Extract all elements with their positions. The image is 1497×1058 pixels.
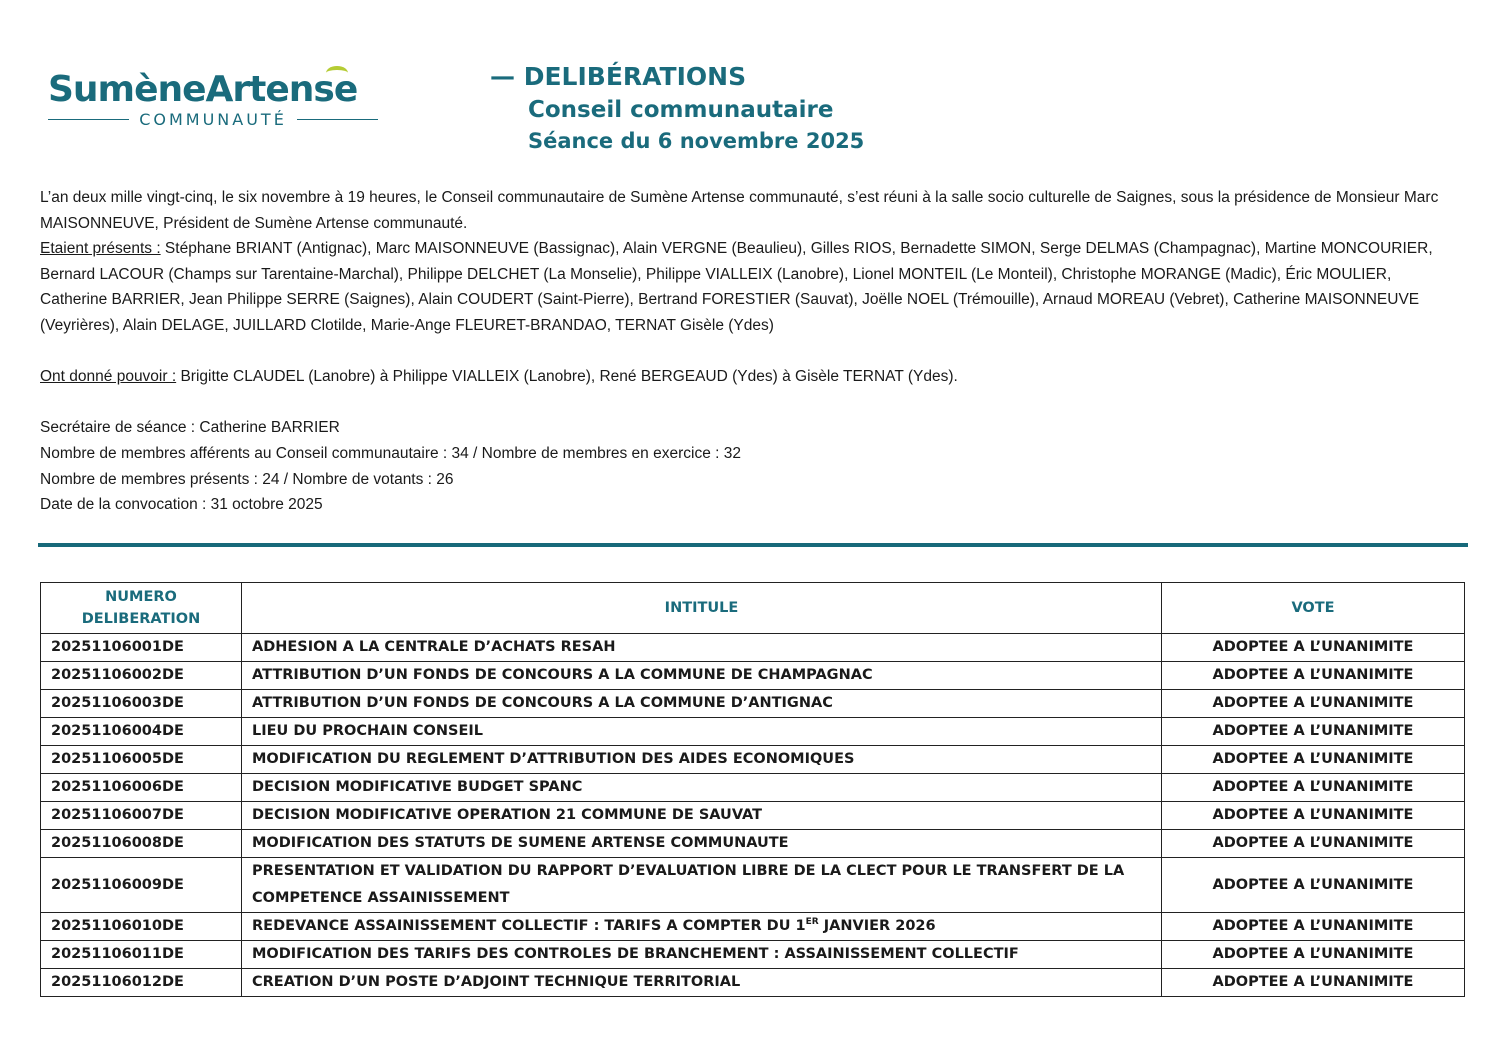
proxy-label: Ont donné pouvoir : xyxy=(40,368,177,386)
convocation-line: Date de la convocation : 31 octobre 2025 xyxy=(40,496,323,514)
session-date: Séance du 6 novembre 2025 xyxy=(528,129,865,153)
row-vote: ADOPTEE A L’UNANIMITE xyxy=(1162,718,1465,746)
row-title: ADHESION A LA CENTRALE D’ACHATS RESAH xyxy=(242,634,1162,662)
row-title: LIEU DU PROCHAIN CONSEIL xyxy=(242,718,1162,746)
logo-arc-icon xyxy=(326,66,348,80)
table-row xyxy=(41,858,1465,913)
present-list: Stéphane BRIANT (Antignac), Marc MAISONNEUVE (Bassignac), Alain VERGNE (Beaulieu), Gilles RIOS, Bernadette SIMON, Serge DELMAS (Champagnac), Martine MONCOURIER, Bernard LACOUR (Champs sur Tarentaine-Marchal), Philippe DELCHET (La Monselie), Philippe VIALLEIX (Lanobre), Lionel MONTEIL (Le Monteil), Christophe MORANGE (Madic), Éric MOULIER, Catherine BARRIER, Jean Philippe SERRE (Saignes), Alain COUDERT (Saint-Pierre), Bertrand FORESTIER (Sauvat), Joëlle NOEL (Trémouille), Arnaud MOREAU (Vebret), Catherine MAISONNEUVE (Veyrières), Alain DELAGE, JUILLARD Clotilde, Marie-Ange FLEURET-BRANDAO, TERNAT Gisèle (Ydes) xyxy=(40,240,1433,334)
intro-section xyxy=(40,185,1460,518)
row-vote: ADOPTEE A L’UNANIMITE xyxy=(1162,774,1465,802)
row-vote: ADOPTEE A L’UNANIMITE xyxy=(1162,690,1465,718)
proxy-paragraph xyxy=(40,364,1460,390)
table-row xyxy=(41,969,1465,997)
document-subtitle: Conseil communautaire xyxy=(528,97,834,123)
row-vote: ADOPTEE A L’UNANIMITE xyxy=(1162,830,1465,858)
row-title: DECISION MODIFICATIVE OPERATION 21 COMMUNE DE SAUVAT xyxy=(242,802,1162,830)
present-paragraph xyxy=(40,236,1460,338)
table-row xyxy=(41,746,1465,774)
row-vote: ADOPTEE A L’UNANIMITE xyxy=(1162,634,1465,662)
logo-sub-row xyxy=(48,110,378,129)
intro-paragraph: L’an deux mille vingt-cinq, le six novembre à 19 heures, le Conseil communautaire de Sumène Artense communauté, s’est réuni à la salle socio culturelle de Saignes, sous la présidence de Monsieur Marc MAISONNEUVE, Président de Sumène Artense communauté. xyxy=(40,189,1439,232)
row-title: ATTRIBUTION D’UN FONDS DE CONCOURS A LA COMMUNE D’ANTIGNAC xyxy=(242,690,1162,718)
header-number: NUMERO DELIBERATION xyxy=(41,583,242,634)
secretary-line: Secrétaire de séance : Catherine BARRIER xyxy=(40,419,340,437)
row-number: 20251106003DE xyxy=(41,690,242,718)
row-title: REDEVANCE ASSAINISSEMENT COLLECTIF : TARIFS A COMPTER DU 1ER JANVIER 2026 xyxy=(242,913,1162,941)
row-vote: ADOPTEE A L’UNANIMITE xyxy=(1162,913,1465,941)
row-title: ATTRIBUTION D’UN FONDS DE CONCOURS A LA COMMUNE DE CHAMPAGNAC xyxy=(242,662,1162,690)
row-number: 20251106007DE xyxy=(41,802,242,830)
row-title: MODIFICATION DES TARIFS DES CONTROLES DE BRANCHEMENT : ASSAINISSEMENT COLLECTIF xyxy=(242,941,1162,969)
row-vote: ADOPTEE A L’UNANIMITE xyxy=(1162,746,1465,774)
members-line: Nombre de membres afférents au Conseil communautaire : 34 / Nombre de membres en exercice : 32 xyxy=(40,444,741,462)
row-number: 20251106011DE xyxy=(41,941,242,969)
document-heading xyxy=(490,60,864,156)
row-number: 20251106004DE xyxy=(41,718,242,746)
table-row xyxy=(41,690,1465,718)
row-number: 20251106008DE xyxy=(41,830,242,858)
table-row xyxy=(41,913,1465,941)
row-number: 20251106012DE xyxy=(41,969,242,997)
row-number: 20251106009DE xyxy=(41,858,242,913)
logo-sub-text: COMMUNAUTÉ xyxy=(139,110,287,129)
present-label: Etaient présents : xyxy=(40,240,161,258)
table-row xyxy=(41,718,1465,746)
row-vote: ADOPTEE A L’UNANIMITE xyxy=(1162,802,1465,830)
row-vote: ADOPTEE A L’UNANIMITE xyxy=(1162,969,1465,997)
row-title: PRESENTATION ET VALIDATION DU RAPPORT D’EVALUATION LIBRE DE LA CLECT POUR LE TRANSFERT DE LA COMPETENCE ASSAINISSEMENT xyxy=(242,858,1162,913)
row-number: 20251106002DE xyxy=(41,662,242,690)
table-row xyxy=(41,802,1465,830)
row-title: MODIFICATION DES STATUTS DE SUMENE ARTENSE COMMUNAUTE xyxy=(242,830,1162,858)
row-number: 20251106010DE xyxy=(41,913,242,941)
row-vote: ADOPTEE A L’UNANIMITE xyxy=(1162,858,1465,913)
row-vote: ADOPTEE A L’UNANIMITE xyxy=(1162,662,1465,690)
table-row xyxy=(41,941,1465,969)
table-row xyxy=(41,830,1465,858)
table-header-row xyxy=(41,583,1465,634)
row-vote: ADOPTEE A L’UNANIMITE xyxy=(1162,941,1465,969)
logo-line-left xyxy=(48,119,129,120)
row-title: DECISION MODIFICATIVE BUDGET SPANC xyxy=(242,774,1162,802)
row-number: 20251106005DE xyxy=(41,746,242,774)
logo-line-right xyxy=(297,119,378,120)
row-title: MODIFICATION DU REGLEMENT D’ATTRIBUTION DES AIDES ECONOMIQUES xyxy=(242,746,1162,774)
row-number: 20251106001DE xyxy=(41,634,242,662)
section-divider xyxy=(38,543,1468,547)
document-title: — DELIBÉRATIONS xyxy=(490,62,747,91)
proxy-list: Brigitte CLAUDEL (Lanobre) à Philippe VIALLEIX (Lanobre), René BERGEAUD (Ydes) à Gisèle TERNAT (Ydes). xyxy=(176,368,958,386)
table-row xyxy=(41,634,1465,662)
present-count-line: Nombre de membres présents : 24 / Nombre de votants : 26 xyxy=(40,470,454,488)
logo xyxy=(48,70,378,129)
deliberations-table xyxy=(40,582,1465,997)
header-title: INTITULE xyxy=(242,583,1162,634)
row-title: CREATION D’UN POSTE D’ADJOINT TECHNIQUE TERRITORIAL xyxy=(242,969,1162,997)
row-number: 20251106006DE xyxy=(41,774,242,802)
header-vote: VOTE xyxy=(1162,583,1465,634)
table-row xyxy=(41,774,1465,802)
logo-main-text: SumèneArtense xyxy=(48,69,358,110)
table-row xyxy=(41,662,1465,690)
